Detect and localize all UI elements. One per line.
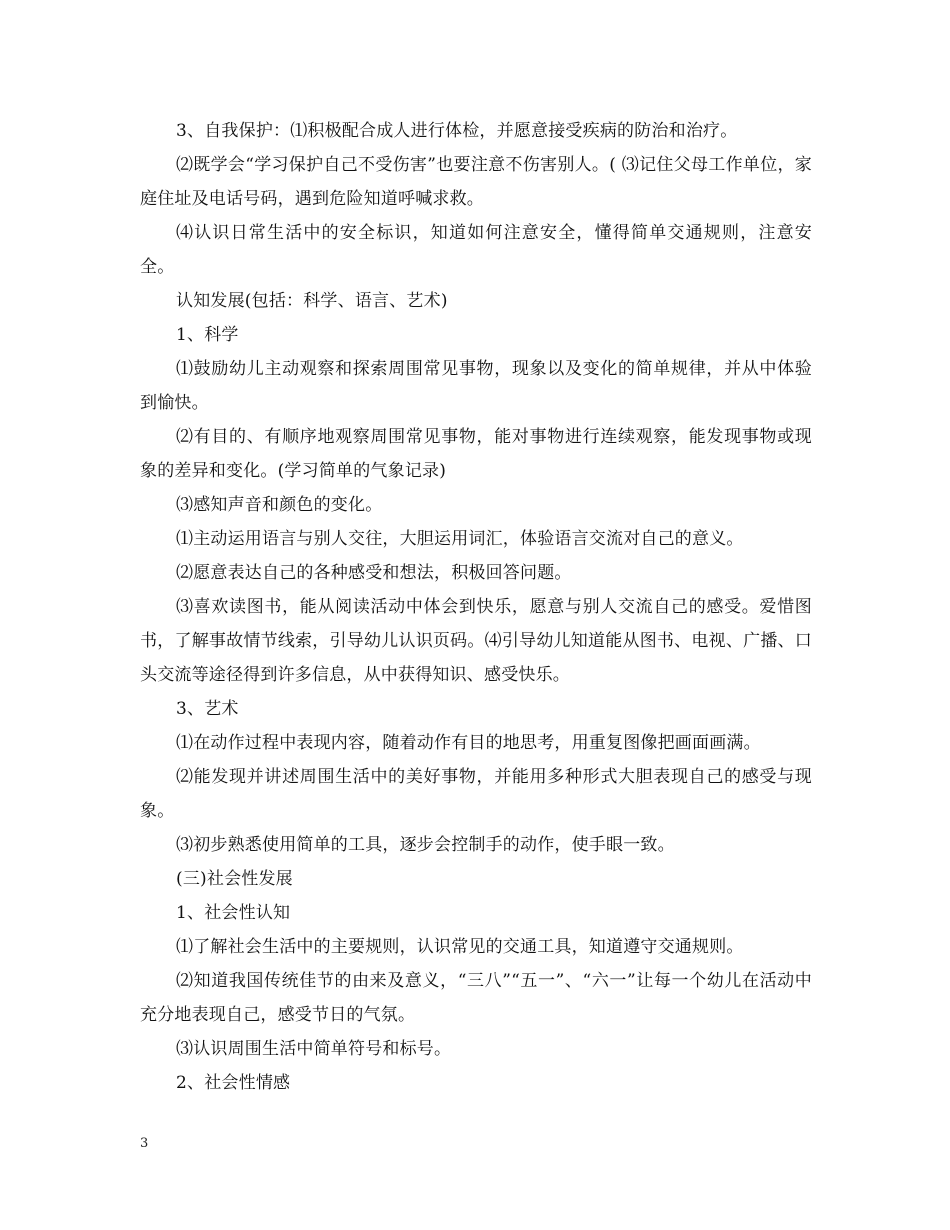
heading-social-development: (三)社会性发展 xyxy=(176,869,293,889)
paragraph-language-1: ⑴主动运用语言与别人交往，大胆运用词汇，体验语言交流对自己的意义。 xyxy=(176,529,744,549)
paragraph-protect-self-others: ⑵既学会“学习保护自己不受伤害”也要注意不伤害别人。( ⑶记住父母工作单位，家庭住址及电话号码，遇到危险知道呼喊求救。 xyxy=(140,155,812,209)
paragraph-social-cognition-1: ⑴了解社会生活中的主要规则，认识常见的交通工具，知道遵守交通规则。 xyxy=(176,937,744,957)
document-body xyxy=(140,114,812,1100)
paragraph-social-cognition-3: ⑶认识周围生活中简单符号和标号。 xyxy=(176,1039,452,1059)
heading-science: 1、科学 xyxy=(176,325,239,345)
paragraph-art-2: ⑵能发现并讲述周围生活中的美好事物，并能用多种形式大胆表现自己的感受与现象。 xyxy=(140,767,812,821)
heading-cognitive-development: 认知发展(包括：科学、语言、艺术) xyxy=(176,291,448,311)
heading-social-emotion: 2、社会性情感 xyxy=(176,1073,291,1093)
paragraph-self-protection: 3、自我保护：⑴积极配合成人进行体检，并愿意接受疾病的防治和治疗。 xyxy=(176,121,738,141)
paragraph-science-2: ⑵有目的、有顺序地观察周围常见事物，能对事物进行连续观察，能发现事物或现象的差异和变化。(学习简单的气象记录) xyxy=(140,427,812,481)
paragraph-language-3: ⑶喜欢读图书，能从阅读活动中体会到快乐，愿意与别人交流自己的感受。爱惜图书，了解事故情节线索，引导幼儿认识页码。⑷引导幼儿知道能从图书、电视、广播、口头交流等途径得到许多信息，从中获得知识、感受快乐。 xyxy=(140,597,812,685)
paragraph-language-2: ⑵愿意表达自己的各种感受和想法，积极回答问题。 xyxy=(176,563,572,583)
paragraph-science-1: ⑴鼓励幼儿主动观察和探索周围常见事物，现象以及变化的简单规律，并从中体验到愉快。 xyxy=(140,359,812,413)
paragraph-art-1: ⑴在动作过程中表现内容，随着动作有目的地思考，用重复图像把画面画满。 xyxy=(176,733,761,753)
paragraph-science-3: ⑶感知声音和颜色的变化。 xyxy=(176,495,383,515)
paragraph-social-cognition-2: ⑵知道我国传统佳节的由来及意义，“三八”“五一”、“六一”让每一个幼儿在活动中充分地表现自己，感受节日的气氛。 xyxy=(140,971,812,1025)
paragraph-safety-signs: ⑷认识日常生活中的安全标识，知道如何注意安全，懂得简单交通规则，注意安全。 xyxy=(140,223,812,277)
page-number: 3 xyxy=(140,1136,149,1151)
heading-art: 3、艺术 xyxy=(176,699,239,719)
paragraph-art-3: ⑶初步熟悉使用简单的工具，逐步会控制手的动作，使手眼一致。 xyxy=(176,835,675,855)
heading-social-cognition: 1、社会性认知 xyxy=(176,903,291,923)
